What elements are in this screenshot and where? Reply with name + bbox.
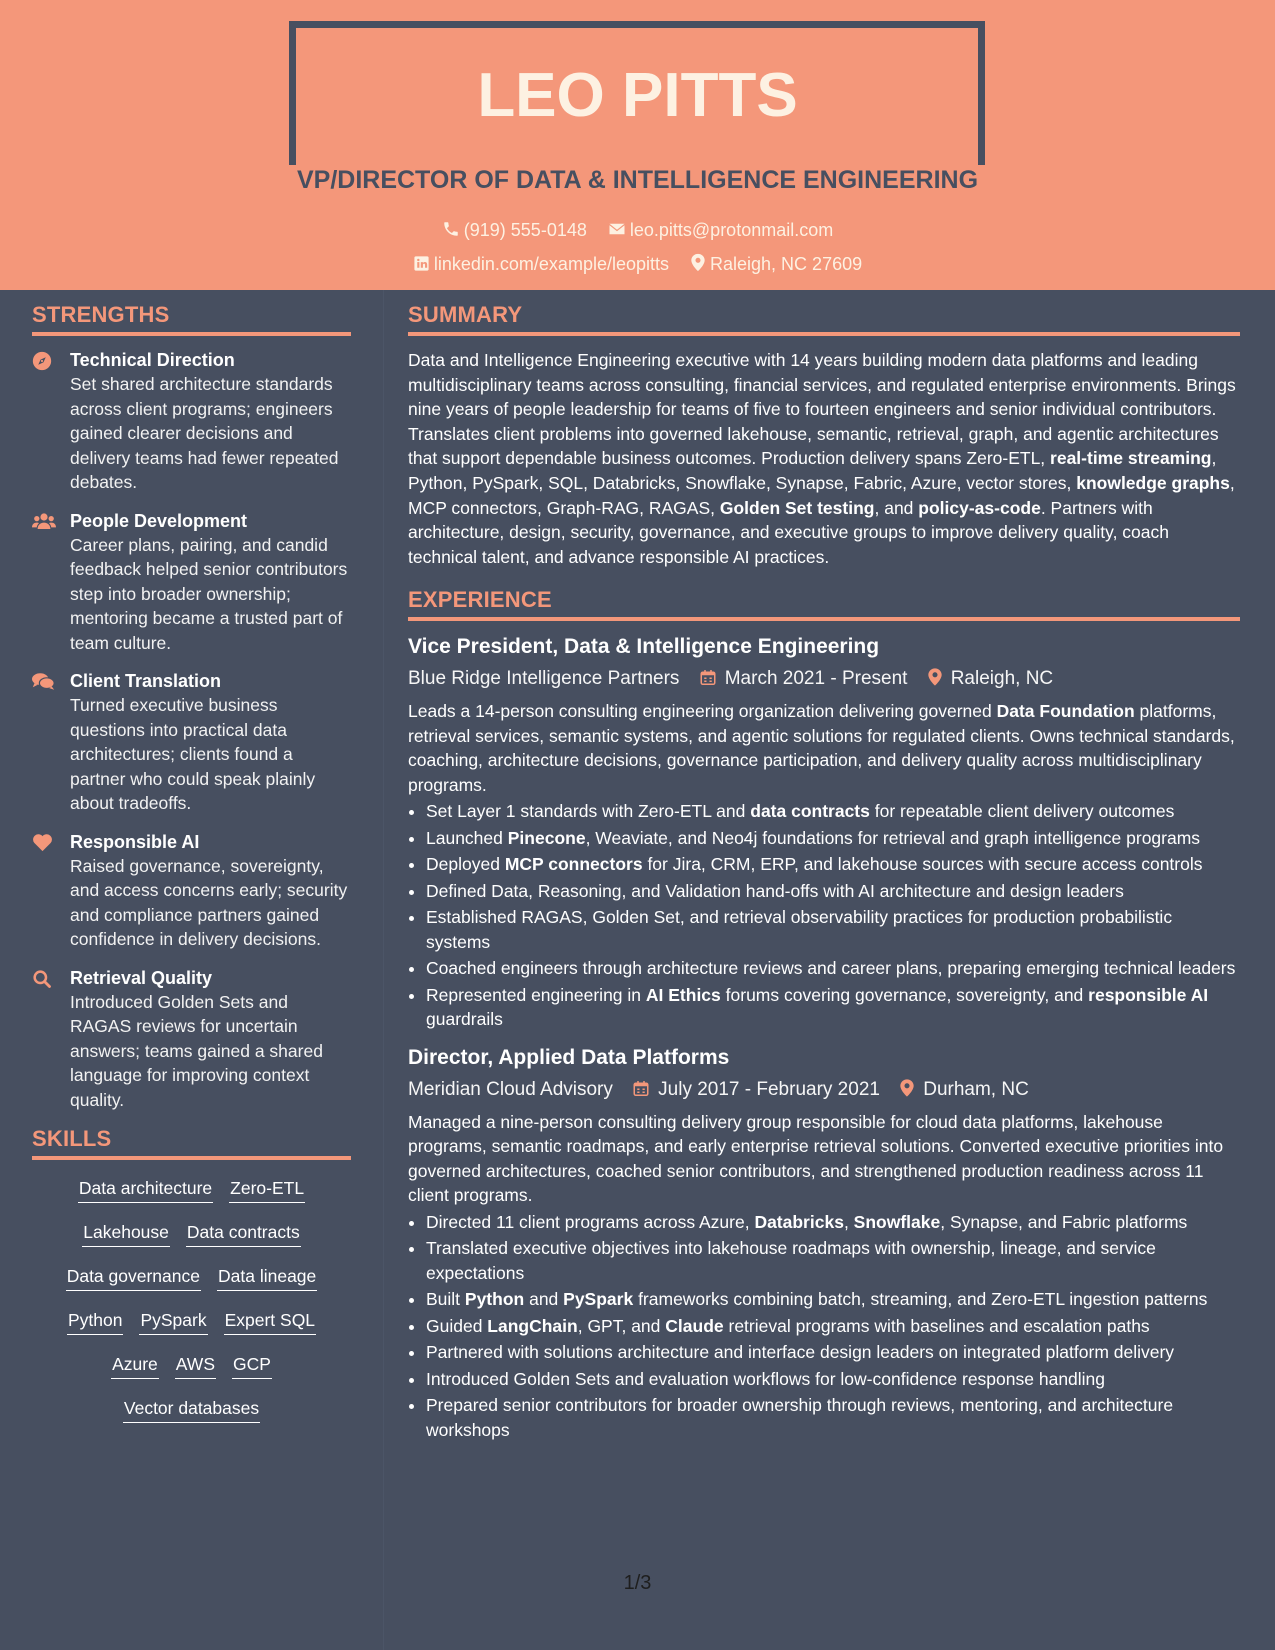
contact-location bbox=[690, 253, 862, 275]
email-text: leo.pitts@protonmail.com bbox=[629, 220, 834, 240]
skill-tag: Data architecture bbox=[78, 1176, 213, 1203]
job-bullets bbox=[408, 1210, 1240, 1443]
bullet-item: • Built Python and PySpark frameworks combining batch, streaming, and Zero-ETL ingestion patterns bbox=[426, 1287, 1240, 1312]
map-pin-icon bbox=[690, 253, 706, 272]
strength-desc: Career plans, pairing, and candid feedback helped senior contributors step into broader ownership; mentoring became a trusted part of team culture. bbox=[70, 534, 348, 653]
skills-section bbox=[32, 1126, 351, 1424]
job-entry bbox=[408, 1044, 1240, 1443]
location-text: Raleigh, NC 27609 bbox=[710, 254, 863, 274]
map-pin-icon bbox=[927, 667, 943, 687]
bullet-item: • Guided LangChain, GPT, and Claude retrieval programs with baselines and escalation paths bbox=[426, 1314, 1240, 1339]
bullet-item: • Translated executive objectives into lakehouse roadmaps with ownership, lineage, and service expectations bbox=[426, 1236, 1240, 1285]
job-location: Raleigh, NC bbox=[950, 668, 1054, 690]
job-dates: July 2017 - February 2021 bbox=[658, 1078, 880, 1100]
strength-item bbox=[32, 966, 351, 1113]
skill-tag: AWS bbox=[175, 1352, 216, 1379]
job-company: Meridian Cloud Advisory bbox=[408, 1078, 613, 1100]
contact-row-2 bbox=[0, 253, 1275, 275]
users-icon bbox=[32, 512, 56, 530]
bullet-item: • Directed 11 client programs across Azure, Databricks, Snowflake, Synapse, and Fabric platforms bbox=[426, 1210, 1240, 1235]
calendar-icon bbox=[699, 668, 717, 687]
skill-tag: Expert SQL bbox=[224, 1308, 316, 1335]
comments-icon bbox=[32, 672, 55, 691]
skill-tag: Data contracts bbox=[186, 1220, 301, 1247]
heart-icon bbox=[32, 833, 53, 852]
skill-tag: Python bbox=[67, 1308, 123, 1335]
summary-heading: SUMMARY bbox=[408, 302, 1240, 336]
job-meta bbox=[408, 665, 1240, 693]
strength-title: People Development bbox=[70, 510, 248, 531]
bullet-item: • Deployed MCP connectors for Jira, CRM, ERP, and lakehouse sources with secure access controls bbox=[426, 852, 1240, 877]
strength-item bbox=[32, 669, 351, 816]
candidate-name: LEO PITTS bbox=[477, 61, 798, 130]
strength-desc: Introduced Golden Sets and RAGAS reviews for uncertain answers; teams gained a shared language for improving context quality. bbox=[70, 991, 323, 1110]
strength-item bbox=[32, 509, 351, 656]
compass-icon bbox=[32, 351, 52, 371]
job-bullets bbox=[408, 799, 1240, 1032]
phone-text: (919) 555-0148 bbox=[463, 220, 587, 240]
page-number: 1/3 bbox=[623, 1572, 652, 1594]
job-dates: March 2021 - Present bbox=[724, 668, 908, 690]
skill-tag: Vector databases bbox=[123, 1396, 260, 1423]
skill-tag: Data lineage bbox=[217, 1264, 317, 1291]
envelope-icon bbox=[608, 220, 626, 238]
right-column bbox=[408, 302, 1240, 1444]
job-title: Director, Applied Data Platforms bbox=[408, 1045, 730, 1069]
phone-icon bbox=[442, 220, 460, 238]
bullet-item: • Set Layer 1 standards with Zero-ETL and data contracts for repeatable client delivery outcomes bbox=[426, 799, 1240, 824]
strength-title: Client Translation bbox=[70, 671, 222, 691]
contact-email[interactable] bbox=[608, 220, 833, 241]
job-meta bbox=[408, 1076, 1240, 1104]
strength-desc: Turned executive business questions into practical data architectures; clients found a partner who could speak plainly about tradeoffs. bbox=[70, 695, 316, 813]
job-company: Blue Ridge Intelligence Partners bbox=[408, 668, 680, 690]
strengths-heading: STRENGTHS bbox=[32, 302, 351, 336]
column-divider bbox=[383, 290, 384, 1650]
strength-title: Responsible AI bbox=[70, 831, 200, 852]
bullet-item: • Represented engineering in AI Ethics forums covering governance, sovereignty, and responsible AI guardrails bbox=[426, 983, 1240, 1032]
skills-heading: SKILLS bbox=[32, 1126, 351, 1160]
job-title-headline: VP/DIRECTOR OF DATA & INTELLIGENCE ENGINEERING bbox=[296, 166, 979, 194]
job-description: Leads a 14-person consulting engineering organization delivering governed Data Foundation platforms, retrieval services, semantic systems, and agentic solutions for regulated clients. Owns technical standards, coaching, architecture decisions, governance participation, and delivery quality across multidisciplinary programs. bbox=[408, 701, 1235, 795]
summary-text: Data and Intelligence Engineering executive with 14 years building modern data platforms and leading multidisciplinary teams across consulting, financial services, and regulated enterprise environments. Brings nine years of people leadership for teams of five to fourteen engineers and senior individual contributors. Translates client problems into governed lakehouse, semantic, retrieval, graph, and agentic architectures that support dependable business outcomes. Production delivery spans Zero-ETL, real-time streaming, Python, PySpark, SQL, Databricks, Snowflake, Synapse, Fabric, Azure, vector stores, knowledge graphs, MCP connectors, Graph-RAG, RAGAS, Golden Set testing, and policy-as-code. Partners with architecture, design, security, governance, and executive groups to improve delivery quality, coach technical talent, and advance responsible AI practices. bbox=[408, 350, 1236, 567]
job-entry bbox=[408, 633, 1240, 1032]
skill-tag: PySpark bbox=[139, 1308, 207, 1335]
bullet-item: • Established RAGAS, Golden Set, and retrieval observability practices for production probabilistic systems bbox=[426, 905, 1240, 954]
contact-phone[interactable] bbox=[442, 220, 587, 241]
strength-item bbox=[32, 348, 351, 495]
skill-tag: Data governance bbox=[66, 1264, 201, 1291]
strength-item bbox=[32, 830, 351, 952]
left-column bbox=[32, 302, 351, 1440]
strength-desc: Set shared architecture standards across client programs; engineers gained clearer decisions and delivery teams had fewer repeated debates. bbox=[70, 374, 339, 492]
strength-title: Technical Direction bbox=[70, 350, 235, 370]
bullet-item: • Launched Pinecone, Weaviate, and Neo4j foundations for retrieval and graph intelligence programs bbox=[426, 826, 1240, 851]
strength-title: Retrieval Quality bbox=[70, 967, 213, 988]
contact-row-1 bbox=[0, 220, 1275, 241]
map-pin-icon bbox=[899, 1078, 915, 1098]
bullet-item: • Coached engineers through architecture reviews and career plans, preparing emerging technical leaders bbox=[426, 956, 1240, 981]
skill-tag: Lakehouse bbox=[82, 1220, 170, 1247]
skill-tag: Zero-ETL bbox=[229, 1176, 305, 1203]
skill-tag: GCP bbox=[232, 1352, 272, 1379]
job-title: Vice President, Data & Intelligence Engineering bbox=[408, 635, 880, 659]
contact-linkedin[interactable] bbox=[413, 254, 669, 275]
search-icon bbox=[32, 969, 52, 989]
job-location: Durham, NC bbox=[923, 1078, 1029, 1100]
bullet-item: • Partnered with solutions architecture and interface design leaders on integrated platform delivery bbox=[426, 1340, 1240, 1365]
bullet-item: • Defined Data, Reasoning, and Validation hand-offs with AI architecture and design leaders bbox=[426, 879, 1240, 904]
bullet-item: • Prepared senior contributors for broader ownership through reviews, mentoring, and architecture workshops bbox=[426, 1393, 1240, 1442]
calendar-icon bbox=[632, 1079, 650, 1098]
experience-heading: EXPERIENCE bbox=[408, 587, 1240, 621]
linkedin-text: linkedin.com/example/leopitts bbox=[433, 254, 669, 274]
linkedin-icon bbox=[413, 255, 430, 272]
strength-desc: Raised governance, sovereignty, and access concerns early; security and compliance partners gained confidence in delivery decisions. bbox=[70, 855, 348, 949]
bullet-item: • Introduced Golden Sets and evaluation workflows for low-confidence response handling bbox=[426, 1367, 1240, 1392]
job-description: Managed a nine-person consulting delivery group responsible for cloud data platforms, lakehouse programs, semantic roadmaps, and early enterprise retrieval solutions. Converted executive priorities into governed architectures, coached senior contributors, and strengthened production readiness across 11 client programs. bbox=[408, 1111, 1224, 1206]
skill-tag: Azure bbox=[111, 1352, 159, 1379]
header bbox=[0, 0, 1275, 290]
